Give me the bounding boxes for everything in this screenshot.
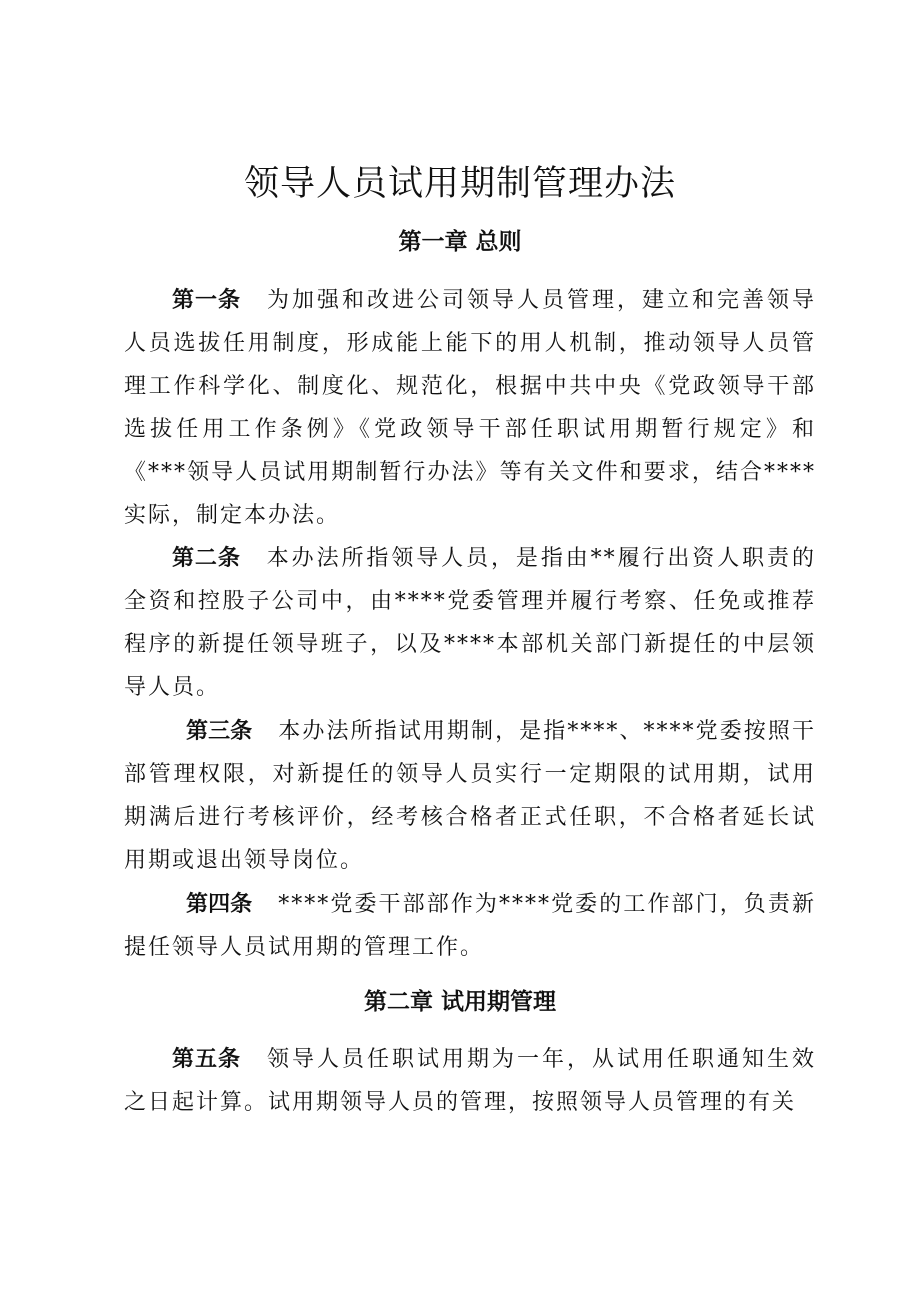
chapter-heading-2: 第二章 试用期管理 — [363, 989, 556, 1015]
article-number: 第二条 — [172, 546, 241, 571]
article-1 — [124, 279, 816, 537]
article-text: 为加强和改进公司领导人员管理，建立和完善领导人员选拔任用制度，形成能上能下的用人机制，推动领导人员管理工作科学化、制度化、规范化，根据中共中央《党政领导干部选拔任用工作条例》《党政领导干部任职试用期暂行规定》和《***领导人员试用期制暂行办法》等有关文件和要求，结合****实际，制定本办法。 — [124, 288, 816, 528]
article-text: 本办法所指领导人员，是指由**履行出资人职责的全资和控股子公司中，由****党委管理并履行考察、任免或推荐程序的新提任领导班子，以及****本部机关部门新提任的中层领导人员。 — [124, 546, 816, 700]
article-2 — [124, 537, 816, 709]
article-text: 本办法所指试用期制，是指****、****党委按照干部管理权限，对新提任的领导人员实行一定期限的试用期，试用期满后进行考核评价，经考核合格者正式任职，不合格者延长试用期或退出领导岗位。 — [124, 719, 816, 873]
article-number: 第五条 — [172, 1047, 241, 1072]
article-3 — [124, 710, 816, 882]
article-4 — [124, 883, 816, 969]
article-text: ****党委干部部作为****党委的工作部门，负责新提任领导人员试用期的管理工作。 — [124, 892, 816, 960]
article-number: 第一条 — [172, 288, 241, 313]
article-5 — [124, 1038, 816, 1124]
article-text: 领导人员任职试用期为一年，从试用任职通知生效之日起计算。试用期领导人员的管理，按照领导人员管理的有关 — [124, 1047, 816, 1115]
document-title: 领导人员试用期制管理办法 — [243, 164, 676, 204]
article-number: 第三条 — [186, 719, 253, 744]
chapter-heading-1: 第一章 总则 — [398, 229, 522, 255]
article-number: 第四条 — [186, 892, 253, 917]
